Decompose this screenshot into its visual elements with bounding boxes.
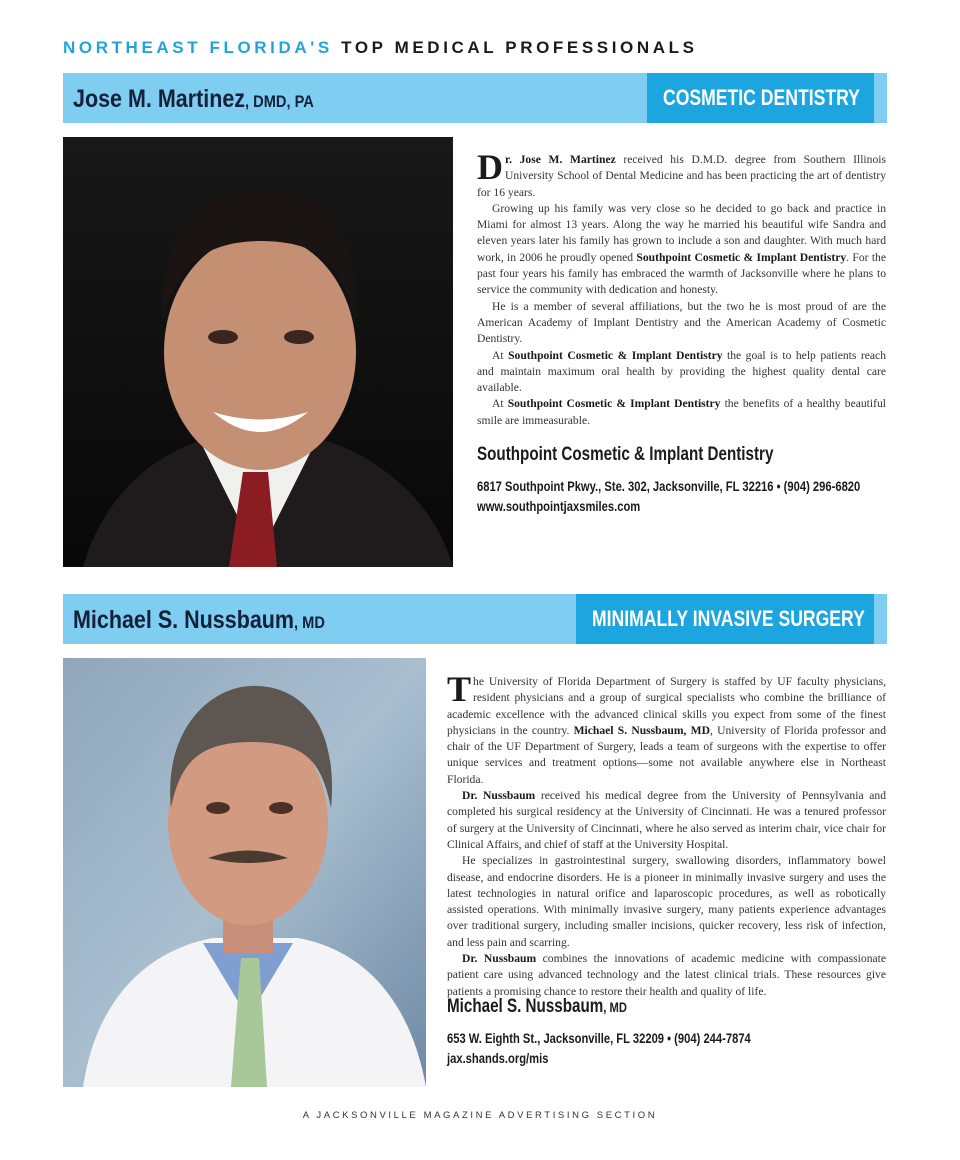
bio-strong: Southpoint Cosmetic & Implant Dentistry xyxy=(508,348,723,362)
bio-paragraph xyxy=(447,788,886,853)
drop-cap: D xyxy=(477,147,503,187)
bio-text: He is a member of several affiliations, but the two he is most proud of are the American Academy of Implant Dentistry and the American Academy of Cosmetic Dentistry. xyxy=(477,299,886,346)
practice-address: 653 W. Eighth St., Jacksonville, FL 32209 • (904) 244-7874 xyxy=(447,1030,751,1046)
bio-text: the benefits of a healthy beautiful smile are immeasurable. xyxy=(477,397,886,427)
contact-name: Michael S. Nussbaum xyxy=(447,996,604,1017)
bio-strong: Southpoint Cosmetic & Implant Dentistry xyxy=(507,397,721,411)
page-footer: A JACKSONVILLE MAGAZINE ADVERTISING SECTION xyxy=(302,1110,658,1121)
bio-paragraph xyxy=(477,201,886,299)
bio-text: He specializes in gastrointestinal surgery, swallowing disorders, inflammatory bowel disease, and endocrine disorders. He is a pioneer in minimally invasive surgery and uses the latest technologies in natural orifice and laparoscopic procedures, as well as robotically assisted operations. With minimally invasive surgery, many patients experience advantages over traditional surgery, including smaller incisions, quicker recovery, less risk of infection, and less pain and scarring. xyxy=(447,854,886,949)
bio-text: At xyxy=(492,348,509,362)
portrait-photo xyxy=(63,137,453,567)
contact-block xyxy=(447,996,827,1068)
portrait-photo xyxy=(63,658,426,1087)
bio-text: . For the past four years his family has embraced the warmth of Jacksonville where he plans to service the community with dedication and honesty. xyxy=(477,250,886,297)
practice-name xyxy=(447,996,751,1018)
bio-strong: Michael S. Nussbaum, MD xyxy=(573,723,710,737)
contact-block xyxy=(477,444,956,516)
specialty-badge xyxy=(647,73,874,123)
doctor-credentials: , MD xyxy=(294,613,325,632)
bio-paragraph xyxy=(477,348,886,397)
bio-text: , University of Florida professor and chair of the UF Department of Surgery, leads a team of surgeons with the expertise to offer unique services and treatment options—some not available anywhere else in Northeast Florida. xyxy=(447,723,887,786)
bio-strong: Southpoint Cosmetic & Implant Dentistry xyxy=(636,250,847,264)
bio-paragraph xyxy=(477,396,886,429)
doctor-credentials: , DMD, PA xyxy=(245,92,314,111)
bio-paragraph xyxy=(477,299,886,348)
bio-strong: r. Jose M. Martinez xyxy=(505,153,616,166)
bio-strong: Dr. Nussbaum xyxy=(462,952,537,966)
bio-strong: Dr. Nussbaum xyxy=(462,789,536,803)
profile-title-bar xyxy=(63,594,887,644)
doctor-name: Jose M. Martinez xyxy=(73,85,246,113)
specialty-label: MINIMALLY INVASIVE SURGERY xyxy=(592,606,865,631)
bio-text: Growing up his family was very close so he decided to go back and practice in Miami for almost 13 years. Along the way he married his beautiful wife Sandra and eleven years later his family has grown to include a son and daughter. With much hard work, in 2006 he proudly opened xyxy=(477,201,886,264)
contact-credentials: , MD xyxy=(603,999,627,1015)
bio-paragraph xyxy=(447,669,887,788)
bio-paragraph xyxy=(477,147,886,201)
bio-text: received his D.M.D. degree from Southern Illinois University School of Dental Medicine and has been practicing the art of dentistry for 16 years. xyxy=(477,153,886,199)
specialty-badge xyxy=(576,594,874,644)
bio-text: combines the innovations of academic medicine with compassionate patient care using advanced technology and the latest clinical trials. These resources give patients a promising chance to restore their health and quality of life. xyxy=(447,952,886,998)
bio-text: received his medical degree from the University of Pennsylvania and completed his surgical residency at the University of Cincinnati. He was a tenured professor of surgery at the University of Cincinnati, where he also served as interim chair, vice chair for Clinical Affairs, and chief of staff at the University Hospital. xyxy=(447,789,886,851)
doctor-name: Michael S. Nussbaum xyxy=(73,606,295,634)
profile-bio xyxy=(477,147,886,429)
bio-paragraph xyxy=(447,951,886,1000)
profile-name xyxy=(73,73,314,123)
profile-title-bar xyxy=(63,73,887,123)
page-header xyxy=(63,38,698,58)
header-main: TOP MEDICAL PROFESSIONALS xyxy=(341,38,698,57)
practice-address: 6817 Southpoint Pkwy., Ste. 302, Jacksonville, FL 32216 • (904) 296-6820 xyxy=(477,478,861,494)
header-accent: NORTHEAST FLORIDA'S xyxy=(63,38,333,57)
profile-bio xyxy=(447,669,887,1000)
drop-cap: T xyxy=(447,669,472,709)
practice-website-link[interactable]: jax.shands.org/mis xyxy=(447,1050,549,1066)
bio-text: At xyxy=(492,397,508,411)
practice-name: Southpoint Cosmetic & Implant Dentistry xyxy=(477,444,774,465)
practice-website-link[interactable]: www.southpointjaxsmiles.com xyxy=(477,498,641,514)
bio-text: the goal is to help patients reach and maintain maximum oral health by providing the highest quality dental care available. xyxy=(477,348,886,395)
bio-paragraph xyxy=(447,853,886,951)
specialty-label: COSMETIC DENTISTRY xyxy=(663,85,860,110)
profile-name xyxy=(73,594,325,644)
bio-text: he University of Florida Department of Surgery is staffed by UF faculty physicians, resident physicians and a group of surgical specialists who combine the brilliance of academic excellence with the advanced clinical skills you expect from some of the finest physicians in the country. xyxy=(447,675,886,737)
